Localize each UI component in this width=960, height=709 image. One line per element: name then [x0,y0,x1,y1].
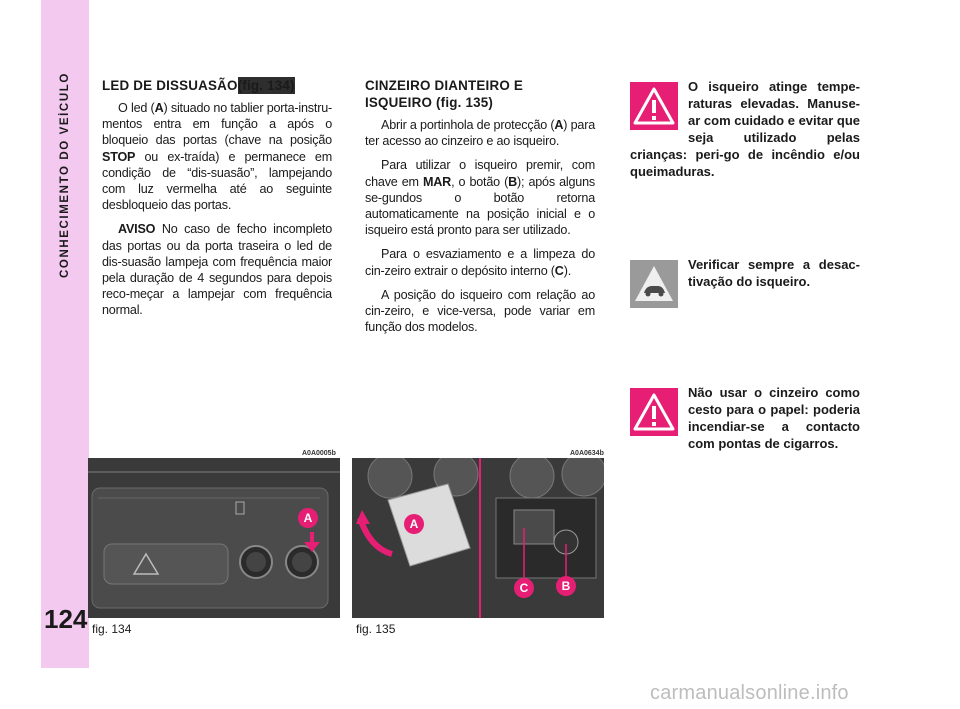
led-section [102,77,332,327]
cinzeiro-paragraph-2: Para utilizar o isqueiro premir, com chave em MAR, o botão (B); após alguns se-gundos o botão retorna automaticamente na posição inicial e o isqueiro está pronto para ser utilizado. [365,158,596,238]
warning-triangle-icon [630,388,678,436]
warning-lighter-heat: O isqueiro atinge tempe-raturas elevadas. Manuse-ar com cuidado e evitar que seja utilizado pelas crianças: peri-go de incêndio e/ou queimaduras. [630,79,860,179]
led-heading: LED DE DISSUASÃO (fig. 134) [102,78,295,93]
figure-135 [352,458,604,618]
watermark: carmanualsonline.info [650,682,849,704]
label-a: A [298,508,318,528]
led-paragraph-2: AVISO No caso de fecho incompleto das portas ou da porta traseira o led de dis-suasão lampeja com frequência maior pela duração de 4 segundos para depois reco-meçar a lampejar com frequência normal. [102,222,332,318]
fig134-caption: fig. 134 [92,622,132,636]
label-b: B [556,576,576,596]
cinzeiro-paragraph-1: Abrir a portinhola de protecção (A) para ter acesso ao cinzeiro e ao isqueiro. [365,118,596,149]
fig134-code: A0A0005b [302,450,336,457]
cinzeiro-section [365,77,595,343]
page-number: 124 [44,604,88,634]
dashboard-illustration [88,458,340,618]
label-a: A [404,514,424,534]
cinzeiro-heading: CINZEIRO DIANTEIRO E ISQUEIRO (fig. 135) [365,78,523,110]
fig135-code: A0A0634b [570,450,604,457]
warning-ashtray-paper: Não usar o cinzeiro como cesto para o papel: poderia incendiar-se a contacto com pontas de cigarros. [630,384,860,452]
section-title: CONHECIMENTO DO VEÍCULO [59,72,71,278]
warning-triangle-icon [630,82,678,130]
fig135-caption: fig. 135 [356,622,396,636]
label-c: C [514,578,534,598]
cinzeiro-paragraph-3: Para o esvaziamento e a limpeza do cin-zeiro extrair o depósito interno (C). [365,247,595,278]
car-environment-icon [630,260,678,308]
led-paragraph-1: O led (A) situado no tablier porta-instru-mentos entra em função a após o bloqueio das portas (chave na posição STOP ou ex-traída) e permanece em condição de “dis-suasão”, lampejando com luz vermelha até ao seguinte desbloqueio das portas. [102,101,332,213]
cinzeiro-paragraph-4: A posição do isqueiro com relação ao cin-zeiro, e vice-versa, pode variar em função dos modelos. [365,287,595,335]
note-lighter-deactivation: Verificar sempre a desac-tivação do isqueiro. [630,256,860,310]
figure-134 [88,458,340,618]
